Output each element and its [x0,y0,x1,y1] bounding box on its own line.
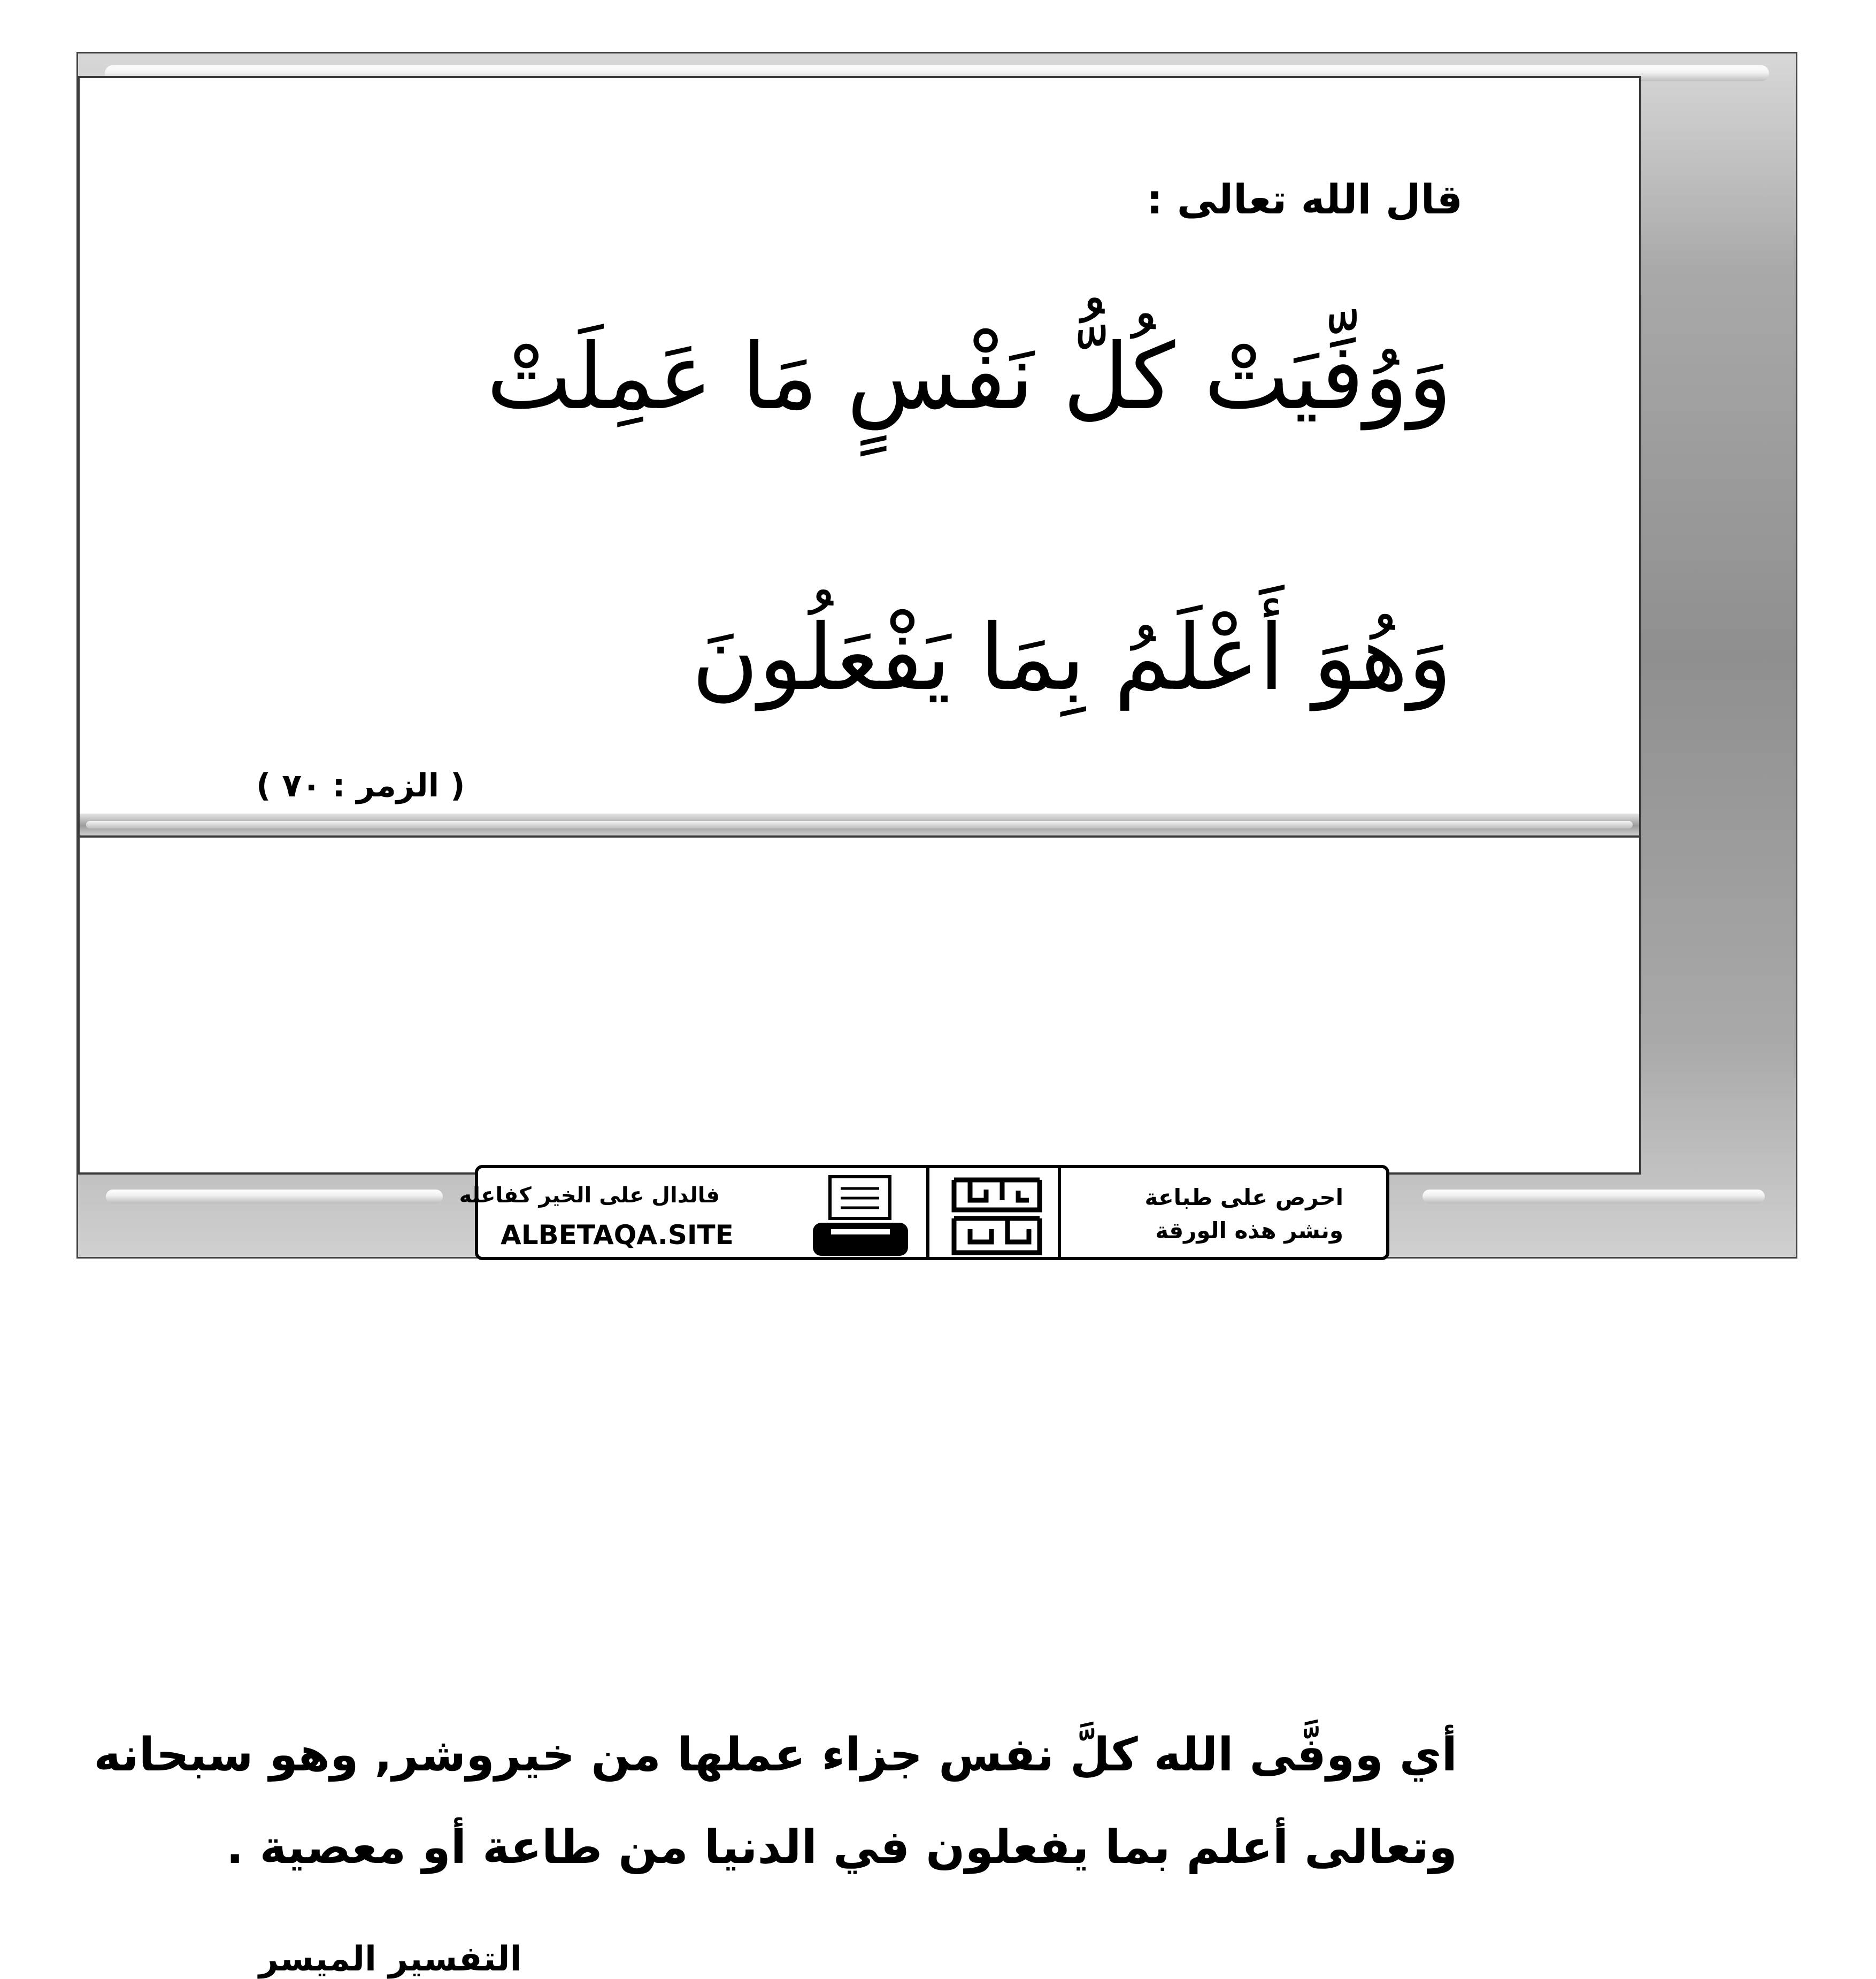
printer-icon [810,1173,911,1259]
calligraphy-logo [949,1172,1045,1258]
intro-text: قال الله تعالى : [1146,175,1463,223]
verse-reference: ( الزمر : ٧٠ ) [256,767,465,804]
tafsir-line-1: أي ووفَّى الله كلَّ نفس جزاء عملها من خيروشر, وهو سبحانه [94,1728,1457,1782]
site-link[interactable]: ALBETAQA.SITE [501,1219,734,1251]
verse-line-2: وَهُوَ أَعْلَمُ بِمَا يَفْعَلُونَ [691,605,1452,711]
panel-separator [78,814,1641,838]
tafsir-source: التفسير الميسر [259,1939,522,1979]
banner-right-line-1: احرص على طباعة [1144,1184,1343,1210]
verse-panel [78,76,1641,816]
banner-slogan: فالدال على الخير كفاعله [459,1183,720,1208]
bottom-left-shine [106,1190,443,1203]
bottom-right-shine [1423,1190,1765,1203]
tafsir-line-2: وتعالى أعلم بما يفعلون في الدنيا من طاعة أو معصية . [226,1821,1457,1874]
banner-right-line-2: ونشر هذه الورقة [1155,1217,1343,1244]
footer-banner [459,1165,1389,1260]
verse-line-1: وَوُفِّيَتْ كُلُّ نَفْسٍ مَا عَمِلَتْ [486,324,1452,430]
